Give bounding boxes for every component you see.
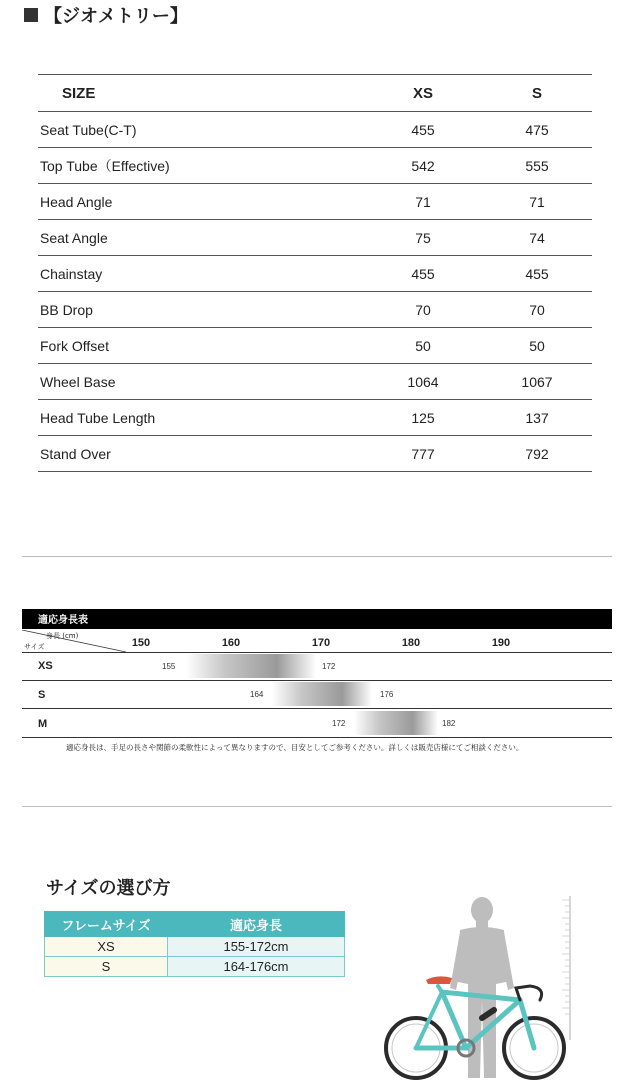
- row-value-xs: 455: [411, 122, 435, 138]
- frame-size-cell: S: [45, 957, 168, 977]
- height-ruler-icon: [562, 896, 570, 1040]
- height-axis-label: 身長 (cm): [46, 632, 79, 640]
- height-range-cell: 155-172cm: [168, 937, 345, 957]
- row-value-s: 70: [529, 302, 545, 318]
- range-max-label: 172: [322, 662, 336, 671]
- row-value-xs: 75: [415, 230, 431, 246]
- row-label: BB Drop: [40, 302, 93, 318]
- fit-height-header: 適応身長: [168, 912, 345, 937]
- bike-fit-illustration: [380, 890, 620, 1080]
- row-value-s: 74: [529, 230, 545, 246]
- row-label: Chainstay: [40, 266, 103, 282]
- height-chart-title-bar: [22, 609, 612, 629]
- row-value-xs: 1064: [407, 374, 439, 390]
- header-s: S: [531, 85, 542, 102]
- table-row: [38, 220, 592, 256]
- table-row: [38, 364, 592, 400]
- row-label: Head Angle: [40, 194, 113, 210]
- row-size-label: S: [38, 689, 46, 701]
- row-size-label: M: [38, 718, 48, 730]
- row-label: Top Tube（Effective): [40, 158, 170, 174]
- range-max-label: 176: [380, 690, 394, 699]
- height-range-cell: 164-176cm: [168, 957, 345, 977]
- size-table-header-row: [45, 912, 345, 937]
- row-label: Stand Over: [40, 446, 111, 462]
- height-chart-row: [22, 652, 612, 680]
- height-range-bar: [354, 711, 438, 735]
- row-value-s: 71: [529, 194, 545, 210]
- height-tick: 180: [401, 637, 421, 649]
- frame-size-cell: XS: [45, 937, 168, 957]
- height-chart-note: 適応身長は、手足の長さや関節の柔軟性によって異なりますので、目安としてご参考ください。詳しくは販売店様にてご相談ください。: [66, 743, 524, 752]
- row-value-s: 137: [525, 410, 549, 426]
- height-tick: 150: [131, 637, 151, 649]
- row-label: Seat Angle: [40, 230, 108, 246]
- divider: [22, 806, 612, 807]
- row-value-xs: 777: [411, 446, 435, 462]
- range-min-label: 164: [250, 690, 264, 699]
- table-row: [45, 937, 345, 957]
- range-min-label: 172: [332, 719, 346, 728]
- height-chart-row: [22, 708, 612, 738]
- table-row: [38, 292, 592, 328]
- row-value-xs: 125: [411, 410, 435, 426]
- table-row: [38, 436, 592, 472]
- saddle-icon: [426, 976, 452, 984]
- table-row: [38, 184, 592, 220]
- divider: [22, 556, 612, 557]
- row-value-xs: 70: [415, 302, 431, 318]
- height-tick: 160: [221, 637, 241, 649]
- table-row: [45, 957, 345, 977]
- heading-square-icon: [24, 8, 38, 22]
- row-value-xs: 71: [415, 194, 431, 210]
- geometry-header-row: [38, 74, 592, 112]
- row-value-s: 455: [525, 266, 549, 282]
- row-value-s: 1067: [521, 374, 553, 390]
- row-label: Seat Tube(C-T): [40, 122, 137, 138]
- frame-size-header: フレームサイズ: [45, 912, 168, 937]
- height-tick: 190: [491, 637, 511, 649]
- size-selection-title: サイズの選び方: [46, 878, 171, 899]
- row-value-s: 50: [529, 338, 545, 354]
- table-row: [38, 328, 592, 364]
- range-max-label: 182: [442, 719, 456, 728]
- row-value-xs: 50: [415, 338, 431, 354]
- row-label: Fork Offset: [40, 338, 109, 354]
- section-heading: 【ジオメトリー】: [44, 6, 188, 27]
- row-value-xs: 542: [411, 158, 435, 174]
- header-size: SIZE: [62, 85, 96, 102]
- geometry-table: [38, 74, 592, 472]
- row-value-s: 792: [525, 446, 549, 462]
- height-range-bar: [186, 654, 316, 678]
- table-row: [38, 400, 592, 436]
- row-value-s: 475: [525, 122, 549, 138]
- height-tick: 170: [311, 637, 331, 649]
- range-min-label: 155: [162, 662, 176, 671]
- size-axis-label: サイズ: [24, 643, 45, 651]
- table-row: [38, 256, 592, 292]
- height-range-bar: [272, 682, 372, 706]
- header-xs: XS: [412, 85, 433, 102]
- size-selection-table: [44, 911, 345, 977]
- table-row: [38, 112, 592, 148]
- row-label: Wheel Base: [40, 374, 116, 390]
- row-value-xs: 455: [411, 266, 435, 282]
- height-chart-title: 適応身長表: [38, 615, 88, 626]
- row-size-label: XS: [38, 660, 53, 672]
- row-value-s: 555: [525, 158, 549, 174]
- row-label: Head Tube Length: [40, 410, 156, 426]
- table-row: [38, 148, 592, 184]
